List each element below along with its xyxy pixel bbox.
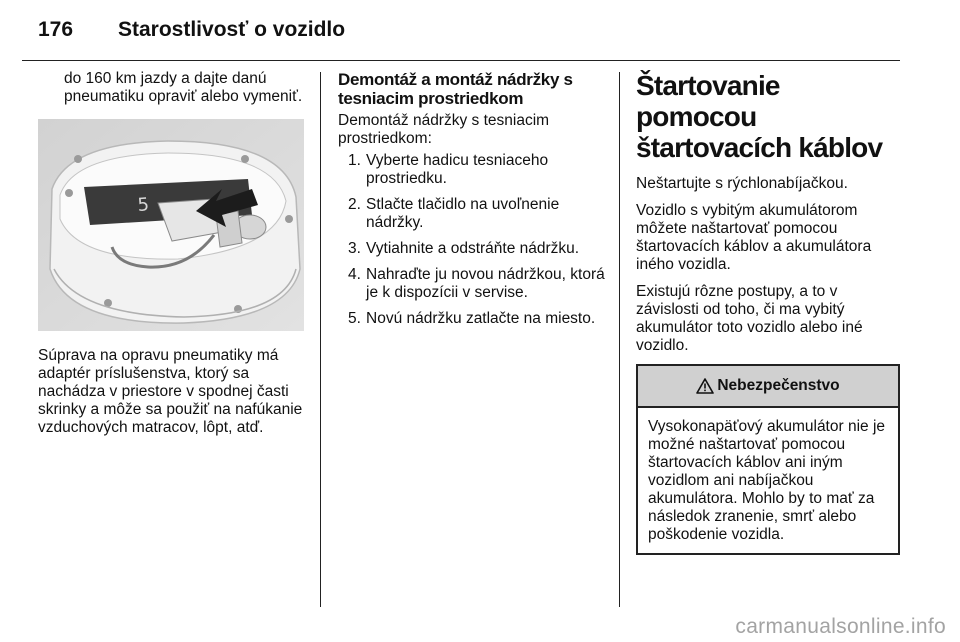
step-text: Novú nádržku zatlačte na miesto. — [366, 310, 596, 327]
step-text: Nahraďte ju novou nádržkou, ktorá je k dispozícii v servise. — [366, 266, 605, 301]
step-number: 1. — [348, 152, 361, 169]
page-number: 176 — [38, 18, 74, 41]
watermark: carmanualsonline.info — [735, 615, 946, 638]
warning-triangle-icon — [696, 378, 714, 394]
step-number: 4. — [348, 266, 361, 283]
steps-list — [338, 152, 608, 328]
svg-text:5: 5 — [136, 194, 150, 216]
list-item — [338, 196, 608, 232]
column-divider-1 — [320, 72, 321, 607]
page-title: Starostlivosť o vozidlo — [118, 18, 346, 41]
danger-box — [636, 364, 900, 555]
paragraph-1: Neštartujte s rýchlonabíjačkou. — [636, 175, 848, 192]
danger-box-title: Nebezpečenstvo — [717, 377, 840, 394]
step-text: Vyberte hadicu tesniaceho prostriedku. — [366, 152, 549, 187]
header-divider — [22, 60, 900, 61]
step-number: 3. — [348, 240, 361, 257]
lead-paragraph: Demontáž nádržky s tesniacim prostriedkom: — [338, 112, 550, 147]
body-paragraph: Súprava na opravu pneumatiky má adaptér príslušenstva, ktorý sa nachádza v priestore v spodnej časti skrinky a môže sa použiť na nafúkanie vzduchových matracov, lôpt, atď. — [38, 347, 303, 436]
step-text: Vytiahnite a odstráňte nádržku. — [366, 240, 580, 257]
paragraph-3: Existujú rôzne postupy, a to v závislosti od toho, či ma vybitý akumulátor toto vozidlo alebo iné vozidlo. — [636, 283, 863, 354]
step-number: 5. — [348, 310, 361, 327]
list-item — [338, 152, 608, 188]
tire-repair-kit-illustration — [38, 119, 304, 331]
list-item — [338, 266, 608, 302]
column-divider-2 — [619, 72, 620, 607]
list-item — [338, 310, 608, 328]
column-1 — [38, 70, 304, 446]
chapter-heading: Štartovanie pomocou štartovacích káblov — [636, 70, 883, 163]
intro-paragraph: do 160 km jazdy a dajte danú pneumatiku opraviť alebo vymeniť. — [64, 70, 303, 105]
step-number: 2. — [348, 196, 361, 213]
step-text: Stlačte tlačidlo na uvoľnenie nádržky. — [366, 196, 560, 231]
column-2 — [338, 70, 608, 336]
danger-box-body: Vysokonapäťový akumulátor nie je možné naštartovať pomocou štartovacích káblov ani iným vozidlom ani nabíjačkou akumulátora. Mohlo by to mať za následok zranenie, smrť alebo poškodenie vozidla. — [648, 418, 886, 543]
column-3 — [636, 70, 900, 555]
page-header — [22, 14, 900, 54]
list-item — [338, 240, 608, 258]
section-heading: Demontáž a montáž nádržky s tesniacim prostriedkom — [338, 70, 573, 108]
danger-box-header — [638, 366, 898, 408]
paragraph-2: Vozidlo s vybitým akumulátorom môžete naštartovať pomocou štartovacích káblov a akumulátora iného vozidla. — [636, 202, 872, 273]
